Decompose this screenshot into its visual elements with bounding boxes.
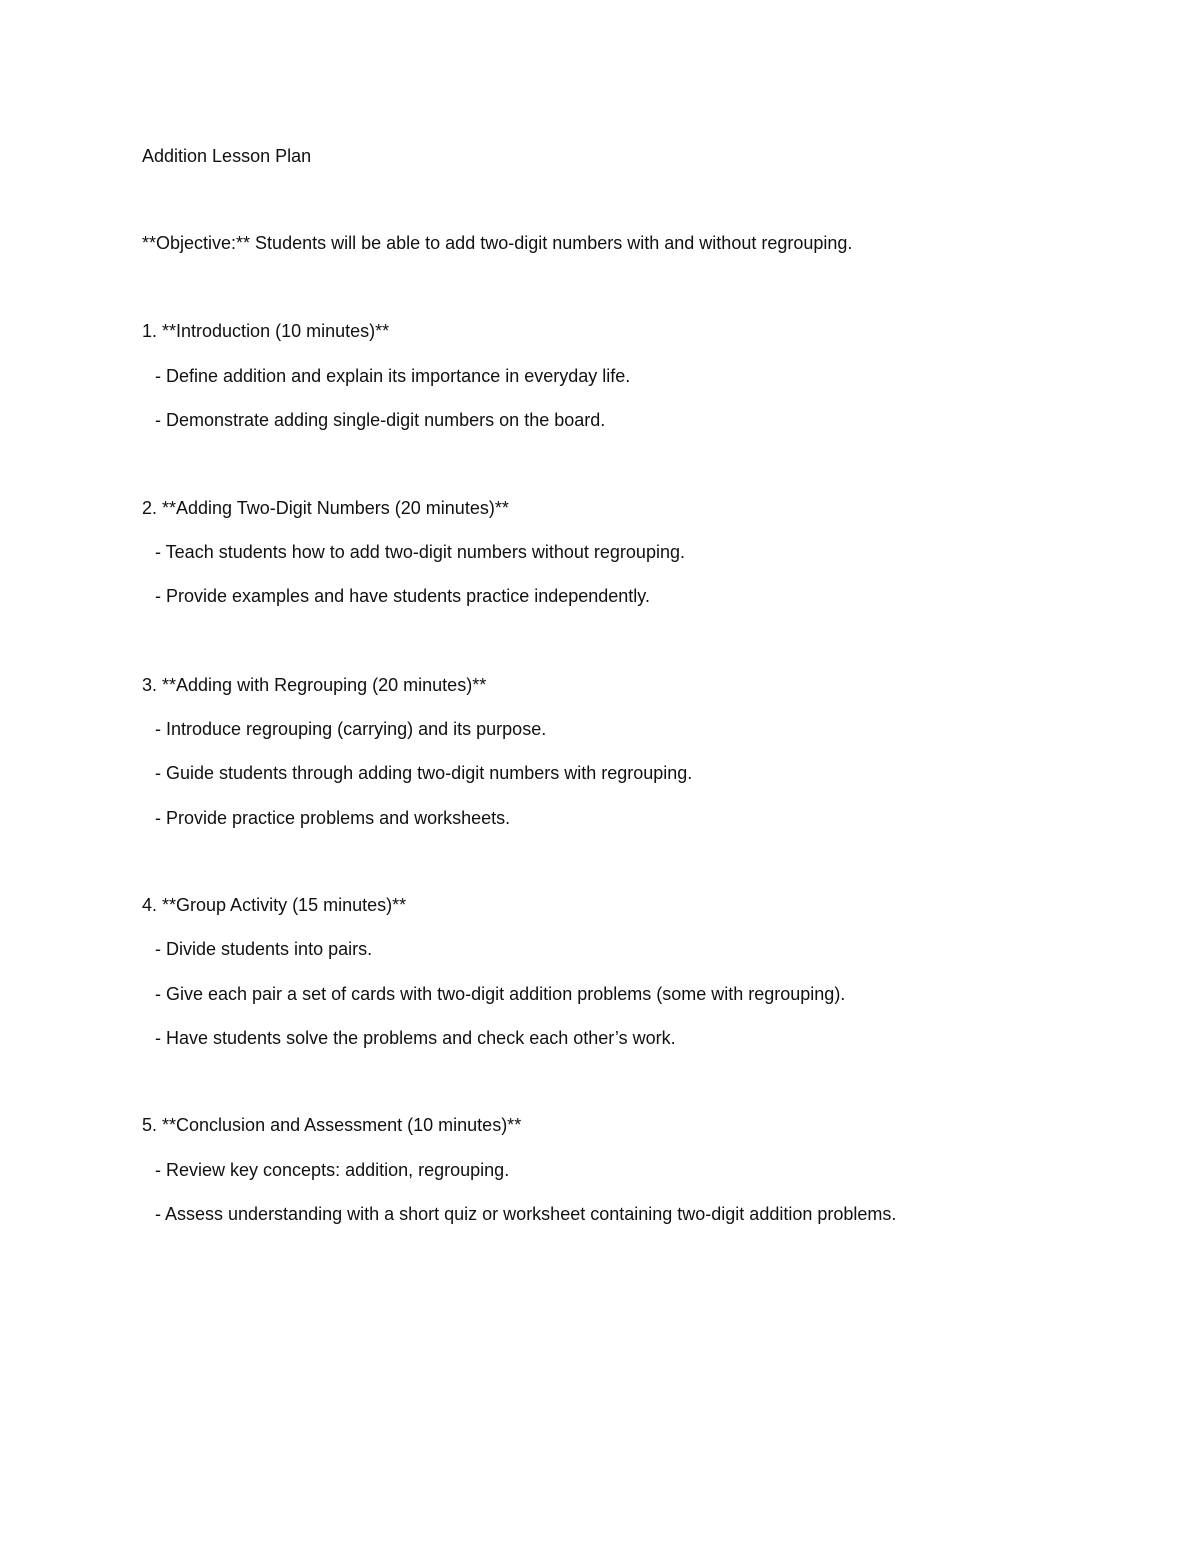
section-bullet: - Introduce regrouping (carrying) and its purpose. (155, 719, 547, 739)
section-bullet: - Guide students through adding two-digit numbers with regrouping. (155, 763, 693, 783)
section-heading-two-digit: 2. **Adding Two-Digit Numbers (20 minutes)** (142, 498, 509, 518)
section-bullet: - Provide practice problems and worksheets. (155, 808, 511, 828)
section-heading-regrouping: 3. **Adding with Regrouping (20 minutes)** (142, 675, 487, 695)
section-heading-introduction: 1. **Introduction (10 minutes)** (142, 321, 390, 341)
section-bullet: - Give each pair a set of cards with two-digit addition problems (some with regrouping). (155, 984, 846, 1004)
section-heading-group-activity: 4. **Group Activity (15 minutes)** (142, 895, 407, 915)
section-bullet: - Divide students into pairs. (155, 939, 373, 959)
section-bullet: - Define addition and explain its importance in everyday life. (155, 366, 631, 386)
section-bullet: - Demonstrate adding single-digit numbers on the board. (155, 410, 606, 430)
section-bullet: - Have students solve the problems and check each other’s work. (155, 1028, 676, 1048)
objective-line: **Objective:** Students will be able to add two-digit numbers with and without regrouping. (142, 233, 853, 253)
section-bullet: - Assess understanding with a short quiz or worksheet containing two-digit addition problems. (155, 1204, 897, 1224)
section-bullet: - Review key concepts: addition, regrouping. (155, 1160, 510, 1180)
section-bullet: - Teach students how to add two-digit numbers without regrouping. (155, 542, 685, 562)
section-heading-conclusion: 5. **Conclusion and Assessment (10 minutes)** (142, 1115, 522, 1135)
section-bullet: - Provide examples and have students practice independently. (155, 586, 650, 606)
document-title: Addition Lesson Plan (142, 146, 312, 166)
